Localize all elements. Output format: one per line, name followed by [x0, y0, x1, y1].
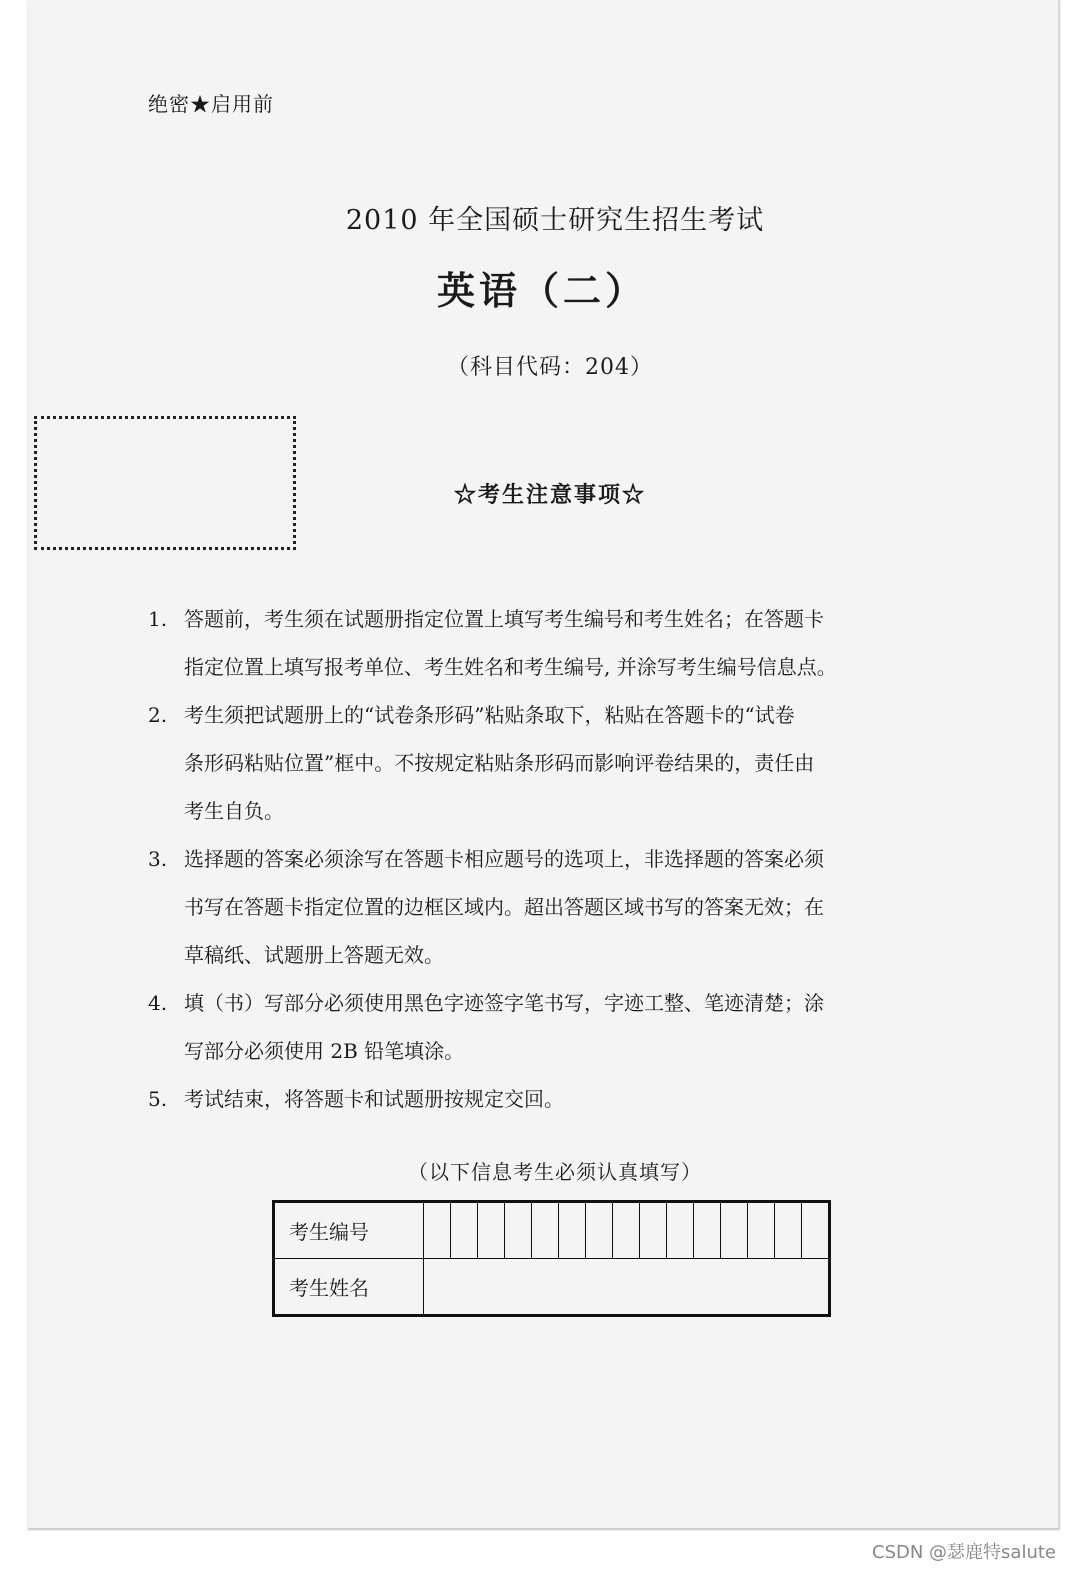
subject-title: 英语（二） [436, 268, 647, 313]
exam-title: 2010 年全国硕士研究生招生考试 [345, 205, 765, 236]
notice-item-line: 答题前，考生须在试题册指定位置上填写考生编号和考生姓名；在答题卡 [184, 607, 824, 631]
exam-number-digit-box[interactable] [478, 1202, 505, 1259]
exam-number-digit-box[interactable] [559, 1202, 586, 1259]
notice-item-line: 选择题的答案必须涂写在答题卡相应题号的选项上，非选择题的答案必须 [184, 847, 824, 871]
notice-list [148, 595, 948, 1123]
exam-number-row [274, 1202, 830, 1259]
exam-name-label: 考生姓名 [274, 1259, 424, 1316]
exam-number-digit-box[interactable] [802, 1202, 830, 1259]
exam-number-digit-box[interactable] [721, 1202, 748, 1259]
notice-item-line: 考生自负。 [184, 799, 284, 823]
notice-item-number: 1. [148, 607, 168, 631]
notice-item-line: 草稿纸、试题册上答题无效。 [184, 943, 444, 967]
exam-name-row [274, 1259, 830, 1316]
notice-item-4 [148, 979, 948, 1075]
notice-item-5 [148, 1075, 948, 1123]
notice-item-1 [148, 595, 948, 691]
exam-number-digit-box[interactable] [613, 1202, 640, 1259]
notice-item-line: 指定位置上填写报考单位、考生姓名和考生编号, 并涂写考生编号信息点。 [184, 655, 837, 679]
notice-item-line: 填（书）写部分必须使用黑色字迹签字笔书写，字迹工整、笔迹清楚；涂 [184, 991, 824, 1015]
exam-number-digit-box[interactable] [694, 1202, 721, 1259]
notice-item-line: 考试结束，将答题卡和试题册按规定交回。 [184, 1087, 564, 1111]
exam-number-digit-box[interactable] [424, 1202, 451, 1259]
exam-number-label: 考生编号 [274, 1202, 424, 1259]
notice-heading: ☆考生注意事项☆ [453, 482, 646, 508]
subject-code: （科目代码：204） [447, 355, 653, 380]
notice-item-line: 条形码粘贴位置”框中。不按规定粘贴条形码而影响评卷结果的，责任由 [184, 751, 815, 775]
notice-item-number: 2. [148, 703, 168, 727]
csdn-watermark: CSDN @瑟鹿特salute [872, 1542, 1056, 1563]
notice-item-number: 3. [148, 847, 168, 871]
exam-number-digit-box[interactable] [586, 1202, 613, 1259]
exam-number-digit-box[interactable] [532, 1202, 559, 1259]
exam-number-digit-box[interactable] [640, 1202, 667, 1259]
notice-item-line: 考生须把试题册上的“试卷条形码”粘贴条取下，粘贴在答题卡的“试卷 [184, 703, 795, 727]
exam-number-digit-box[interactable] [775, 1202, 802, 1259]
notice-item-number: 5. [148, 1087, 168, 1111]
candidate-info-table [272, 1200, 831, 1317]
notice-item-line: 书写在答题卡指定位置的边框区域内。超出答题区域书写的答案无效；在 [184, 895, 824, 919]
notice-item-line: 写部分必须使用 2B 铅笔填涂。 [184, 1039, 465, 1063]
exam-name-field[interactable] [424, 1259, 830, 1316]
exam-number-digit-box[interactable] [667, 1202, 694, 1259]
notice-item-number: 4. [148, 991, 168, 1015]
fill-in-note: （以下信息考生必须认真填写） [408, 1160, 702, 1184]
notice-item-2 [148, 691, 948, 835]
notice-item-3 [148, 835, 948, 979]
exam-number-digit-box[interactable] [748, 1202, 775, 1259]
exam-number-digit-box[interactable] [451, 1202, 478, 1259]
confidential-mark: 绝密★启用前 [148, 92, 274, 116]
exam-number-digit-box[interactable] [505, 1202, 532, 1259]
